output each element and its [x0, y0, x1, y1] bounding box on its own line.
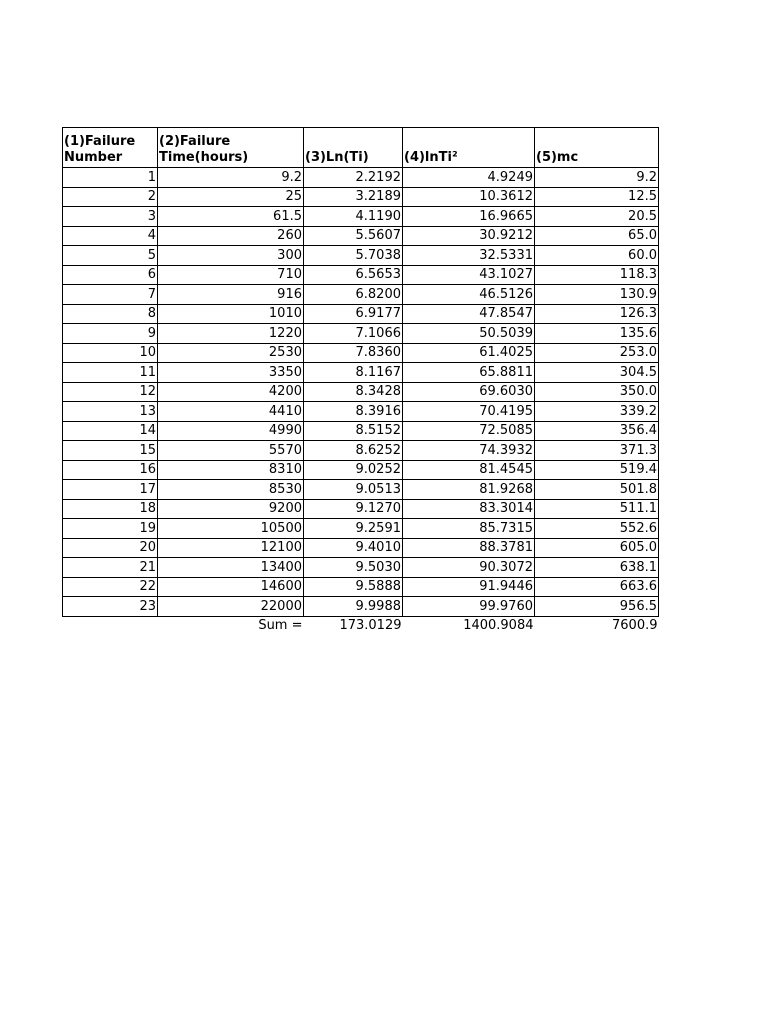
cell-mc: 501.8: [535, 480, 659, 500]
cell-ln-ti: 9.5030: [304, 558, 403, 578]
cell-ln-ti: 9.9988: [304, 597, 403, 617]
table-row: [63, 207, 659, 227]
cell-ln-ti-squared: 88.3781: [403, 538, 535, 558]
header-mc: (5)mc: [535, 128, 659, 168]
header-failure-time: (2)Failure Time(hours): [158, 128, 304, 168]
cell-failure-number: 15: [63, 441, 158, 461]
cell-failure-time: 12100: [158, 538, 304, 558]
sum-ln-ti: 173.0129: [339, 618, 402, 633]
cell-ln-ti: 9.0513: [304, 480, 403, 500]
table-row: [63, 460, 659, 480]
cell-ln-ti-squared: 50.5039: [403, 324, 535, 344]
cell-ln-ti-squared: 70.4195: [403, 402, 535, 422]
cell-ln-ti: 8.5152: [304, 421, 403, 441]
cell-mc: 356.4: [535, 421, 659, 441]
table-row: [63, 187, 659, 207]
cell-ln-ti-squared: 32.5331: [403, 246, 535, 266]
cell-failure-time: 14600: [158, 577, 304, 597]
cell-failure-time: 9.2: [158, 168, 304, 188]
cell-failure-time: 25: [158, 187, 304, 207]
cell-ln-ti-squared: 16.9665: [403, 207, 535, 227]
cell-mc: 638.1: [535, 558, 659, 578]
cell-mc: 511.1: [535, 499, 659, 519]
cell-ln-ti: 4.1190: [304, 207, 403, 227]
table-row: [63, 577, 659, 597]
table-row: [63, 265, 659, 285]
cell-ln-ti-squared: 72.5085: [403, 421, 535, 441]
cell-ln-ti-squared: 69.6030: [403, 382, 535, 402]
cell-failure-time: 10500: [158, 519, 304, 539]
cell-failure-number: 11: [63, 363, 158, 383]
cell-failure-time: 3350: [158, 363, 304, 383]
cell-mc: 135.6: [535, 324, 659, 344]
header-ln-ti-squared: (4)lnTi²: [403, 128, 535, 168]
cell-failure-time: 22000: [158, 597, 304, 617]
cell-failure-time: 300: [158, 246, 304, 266]
cell-failure-time: 4990: [158, 421, 304, 441]
cell-failure-time: 5570: [158, 441, 304, 461]
table-row: [63, 519, 659, 539]
sum-ln-ti-squared: 1400.9084: [463, 618, 534, 633]
cell-ln-ti: 9.0252: [304, 460, 403, 480]
cell-ln-ti-squared: 10.3612: [403, 187, 535, 207]
table-row: [63, 538, 659, 558]
cell-failure-time: 260: [158, 226, 304, 246]
cell-failure-time: 2530: [158, 343, 304, 363]
cell-failure-time: 1220: [158, 324, 304, 344]
cell-mc: 304.5: [535, 363, 659, 383]
cell-failure-time: 61.5: [158, 207, 304, 227]
cell-ln-ti: 5.7038: [304, 246, 403, 266]
cell-mc: 552.6: [535, 519, 659, 539]
table-row: [63, 246, 659, 266]
cell-ln-ti-squared: 90.3072: [403, 558, 535, 578]
cell-mc: 60.0: [535, 246, 659, 266]
cell-ln-ti: 3.2189: [304, 187, 403, 207]
table-row: [63, 226, 659, 246]
cell-mc: 519.4: [535, 460, 659, 480]
cell-failure-time: 8310: [158, 460, 304, 480]
cell-mc: 339.2: [535, 402, 659, 422]
cell-failure-number: 20: [63, 538, 158, 558]
cell-failure-number: 5: [63, 246, 158, 266]
cell-failure-number: 3: [63, 207, 158, 227]
cell-failure-time: 4200: [158, 382, 304, 402]
cell-mc: 20.5: [535, 207, 659, 227]
table-row: [63, 421, 659, 441]
cell-ln-ti: 9.2591: [304, 519, 403, 539]
cell-failure-number: 7: [63, 285, 158, 305]
cell-ln-ti: 7.8360: [304, 343, 403, 363]
cell-ln-ti: 8.3428: [304, 382, 403, 402]
cell-ln-ti: 8.1167: [304, 363, 403, 383]
cell-ln-ti: 6.8200: [304, 285, 403, 305]
cell-ln-ti-squared: 91.9446: [403, 577, 535, 597]
table-row: [63, 402, 659, 422]
cell-failure-time: 8530: [158, 480, 304, 500]
cell-failure-number: 18: [63, 499, 158, 519]
table-row: [63, 558, 659, 578]
table-row: [63, 324, 659, 344]
cell-failure-time: 13400: [158, 558, 304, 578]
cell-ln-ti-squared: 81.9268: [403, 480, 535, 500]
sum-empty-cell: [63, 616, 158, 635]
cell-failure-number: 17: [63, 480, 158, 500]
cell-ln-ti: 8.6252: [304, 441, 403, 461]
table-row: [63, 441, 659, 461]
table-body: [63, 168, 659, 617]
cell-ln-ti-squared: 47.8547: [403, 304, 535, 324]
cell-failure-time: 1010: [158, 304, 304, 324]
table-row: [63, 363, 659, 383]
cell-ln-ti: 5.5607: [304, 226, 403, 246]
cell-ln-ti-squared: 65.8811: [403, 363, 535, 383]
table-row: [63, 304, 659, 324]
table-row: [63, 168, 659, 188]
table-row: [63, 499, 659, 519]
sum-row: [63, 616, 659, 635]
sum-label: Sum =: [258, 618, 303, 633]
cell-ln-ti-squared: 46.5126: [403, 285, 535, 305]
cell-ln-ti-squared: 83.3014: [403, 499, 535, 519]
cell-ln-ti: 2.2192: [304, 168, 403, 188]
cell-failure-number: 22: [63, 577, 158, 597]
cell-failure-number: 19: [63, 519, 158, 539]
failure-data-table: [62, 127, 659, 635]
cell-mc: 663.6: [535, 577, 659, 597]
cell-ln-ti: 8.3916: [304, 402, 403, 422]
cell-failure-number: 23: [63, 597, 158, 617]
cell-mc: 126.3: [535, 304, 659, 324]
cell-mc: 9.2: [535, 168, 659, 188]
cell-mc: 118.3: [535, 265, 659, 285]
sum-mc: 7600.9: [612, 618, 658, 633]
table-row: [63, 285, 659, 305]
cell-failure-time: 710: [158, 265, 304, 285]
cell-failure-number: 14: [63, 421, 158, 441]
cell-ln-ti: 6.9177: [304, 304, 403, 324]
cell-ln-ti-squared: 43.1027: [403, 265, 535, 285]
cell-ln-ti-squared: 85.7315: [403, 519, 535, 539]
cell-ln-ti-squared: 4.9249: [403, 168, 535, 188]
cell-ln-ti: 7.1066: [304, 324, 403, 344]
cell-ln-ti-squared: 30.9212: [403, 226, 535, 246]
cell-mc: 130.9: [535, 285, 659, 305]
cell-ln-ti: 6.5653: [304, 265, 403, 285]
cell-ln-ti-squared: 74.3932: [403, 441, 535, 461]
cell-mc: 605.0: [535, 538, 659, 558]
table-row: [63, 597, 659, 617]
cell-failure-number: 2: [63, 187, 158, 207]
cell-mc: 350.0: [535, 382, 659, 402]
table-header-row: [63, 128, 659, 168]
cell-mc: 12.5: [535, 187, 659, 207]
cell-failure-time: 4410: [158, 402, 304, 422]
cell-failure-number: 10: [63, 343, 158, 363]
cell-failure-number: 6: [63, 265, 158, 285]
table-row: [63, 480, 659, 500]
cell-ln-ti: 9.4010: [304, 538, 403, 558]
header-failure-number: (1)Failure Number: [63, 128, 158, 168]
cell-failure-number: 13: [63, 402, 158, 422]
table-row: [63, 382, 659, 402]
cell-failure-number: 16: [63, 460, 158, 480]
cell-failure-number: 21: [63, 558, 158, 578]
cell-mc: 956.5: [535, 597, 659, 617]
cell-mc: 65.0: [535, 226, 659, 246]
cell-mc: 253.0: [535, 343, 659, 363]
cell-mc: 371.3: [535, 441, 659, 461]
cell-failure-number: 12: [63, 382, 158, 402]
cell-failure-time: 9200: [158, 499, 304, 519]
cell-failure-number: 4: [63, 226, 158, 246]
cell-failure-number: 8: [63, 304, 158, 324]
cell-ln-ti-squared: 99.9760: [403, 597, 535, 617]
cell-ln-ti-squared: 61.4025: [403, 343, 535, 363]
cell-ln-ti: 9.5888: [304, 577, 403, 597]
cell-failure-number: 9: [63, 324, 158, 344]
header-ln-ti: (3)Ln(Ti): [304, 128, 403, 168]
cell-ln-ti: 9.1270: [304, 499, 403, 519]
cell-failure-time: 916: [158, 285, 304, 305]
table-row: [63, 343, 659, 363]
cell-failure-number: 1: [63, 168, 158, 188]
cell-ln-ti-squared: 81.4545: [403, 460, 535, 480]
